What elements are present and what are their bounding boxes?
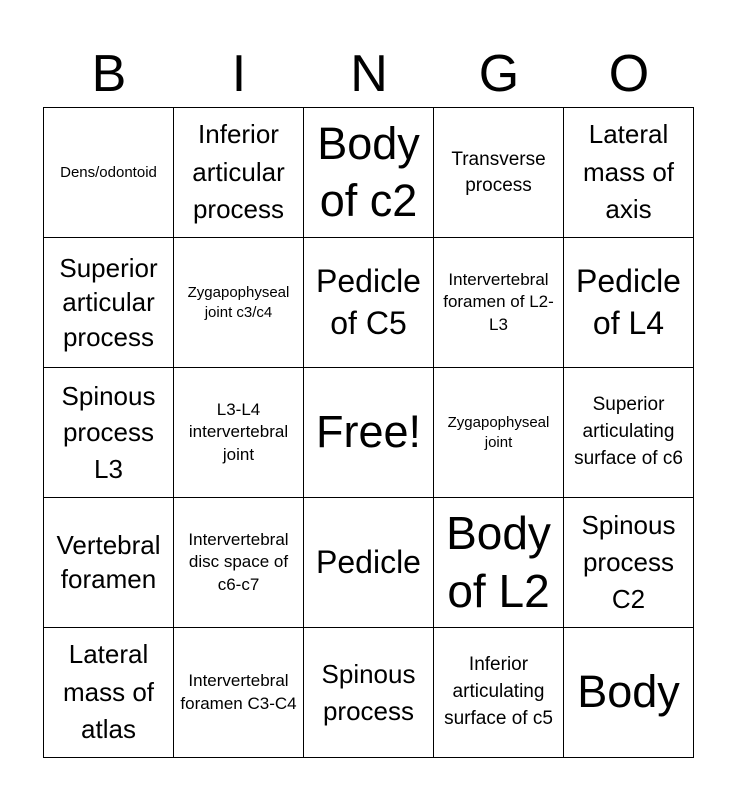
bingo-cell[interactable]: [564, 498, 694, 628]
bingo-cell[interactable]: [434, 498, 564, 628]
cell-label: Transverse process: [451, 148, 546, 196]
cell-label: Body of c2: [317, 118, 420, 226]
bingo-board: [43, 107, 694, 758]
cell-label: Pedicle: [316, 543, 421, 580]
bingo-cell[interactable]: [564, 368, 694, 498]
bingo-header: [44, 40, 694, 108]
bingo-cell[interactable]: [174, 108, 304, 238]
cell-label: Inferior articulating surface of c5: [444, 654, 553, 729]
bingo-cell[interactable]: [174, 368, 304, 498]
cell-label: Pedicle of L4: [576, 262, 681, 341]
header-letter-i: I: [231, 45, 247, 103]
bingo-cell[interactable]: [174, 238, 304, 368]
bingo-cell[interactable]: [434, 108, 564, 238]
cell-label: Intervertebral disc space of c6-c7: [188, 530, 289, 594]
bingo-cell[interactable]: [44, 498, 174, 628]
bingo-cell[interactable]: [304, 498, 434, 628]
cell-label: Pedicle of C5: [316, 262, 421, 341]
cell-label: Zygapophyseal joint c3/c4: [187, 284, 290, 321]
cell-label: Intervertebral foramen C3-C4: [180, 671, 297, 713]
bingo-cell[interactable]: [304, 108, 434, 238]
cell-label: Spinous process C2: [581, 510, 676, 614]
cell-label: Body: [577, 666, 680, 718]
bingo-cell[interactable]: [564, 628, 694, 758]
cell-label: Spinous process: [321, 659, 416, 726]
cell-label: Free!: [315, 406, 422, 458]
cell-label: Spinous process L3: [61, 380, 156, 484]
cell-label: Inferior articular process: [192, 118, 285, 225]
bingo-cell[interactable]: [434, 368, 564, 498]
bingo-cell[interactable]: [44, 108, 174, 238]
cell-label: Dens/odontoid: [60, 163, 157, 181]
bingo-cell[interactable]: [304, 238, 434, 368]
header-letter-b: B: [91, 45, 127, 103]
cell-label: L3-L4 intervertebral joint: [188, 400, 289, 464]
bingo-cell[interactable]: [44, 368, 174, 498]
header-letter-g: G: [478, 45, 520, 103]
bingo-cell[interactable]: [304, 628, 434, 758]
bingo-cell[interactable]: [564, 238, 694, 368]
bingo-cell[interactable]: [174, 498, 304, 628]
bingo-cell[interactable]: [44, 628, 174, 758]
cell-label: Superior articulating surface of c6: [574, 394, 683, 469]
bingo-cell[interactable]: [434, 628, 564, 758]
bingo-cell[interactable]: [564, 108, 694, 238]
free-space[interactable]: [304, 368, 434, 498]
bingo-cell[interactable]: [174, 628, 304, 758]
bingo-cell[interactable]: [434, 238, 564, 368]
cell-label: Vertebral foramen: [56, 529, 161, 594]
cell-label: Intervertebral foramen of L2-L3: [443, 270, 554, 334]
cell-label: Zygapophyseal joint: [447, 414, 550, 451]
cell-label: Superior articular process: [59, 253, 158, 352]
cell-label: Body of L2: [446, 507, 551, 617]
cell-label: Lateral mass of axis: [582, 118, 675, 225]
bingo-cell[interactable]: [44, 238, 174, 368]
header-letter-n: N: [350, 45, 388, 103]
cell-label: Lateral mass of atlas: [62, 638, 155, 745]
header-letter-o: O: [608, 45, 650, 103]
